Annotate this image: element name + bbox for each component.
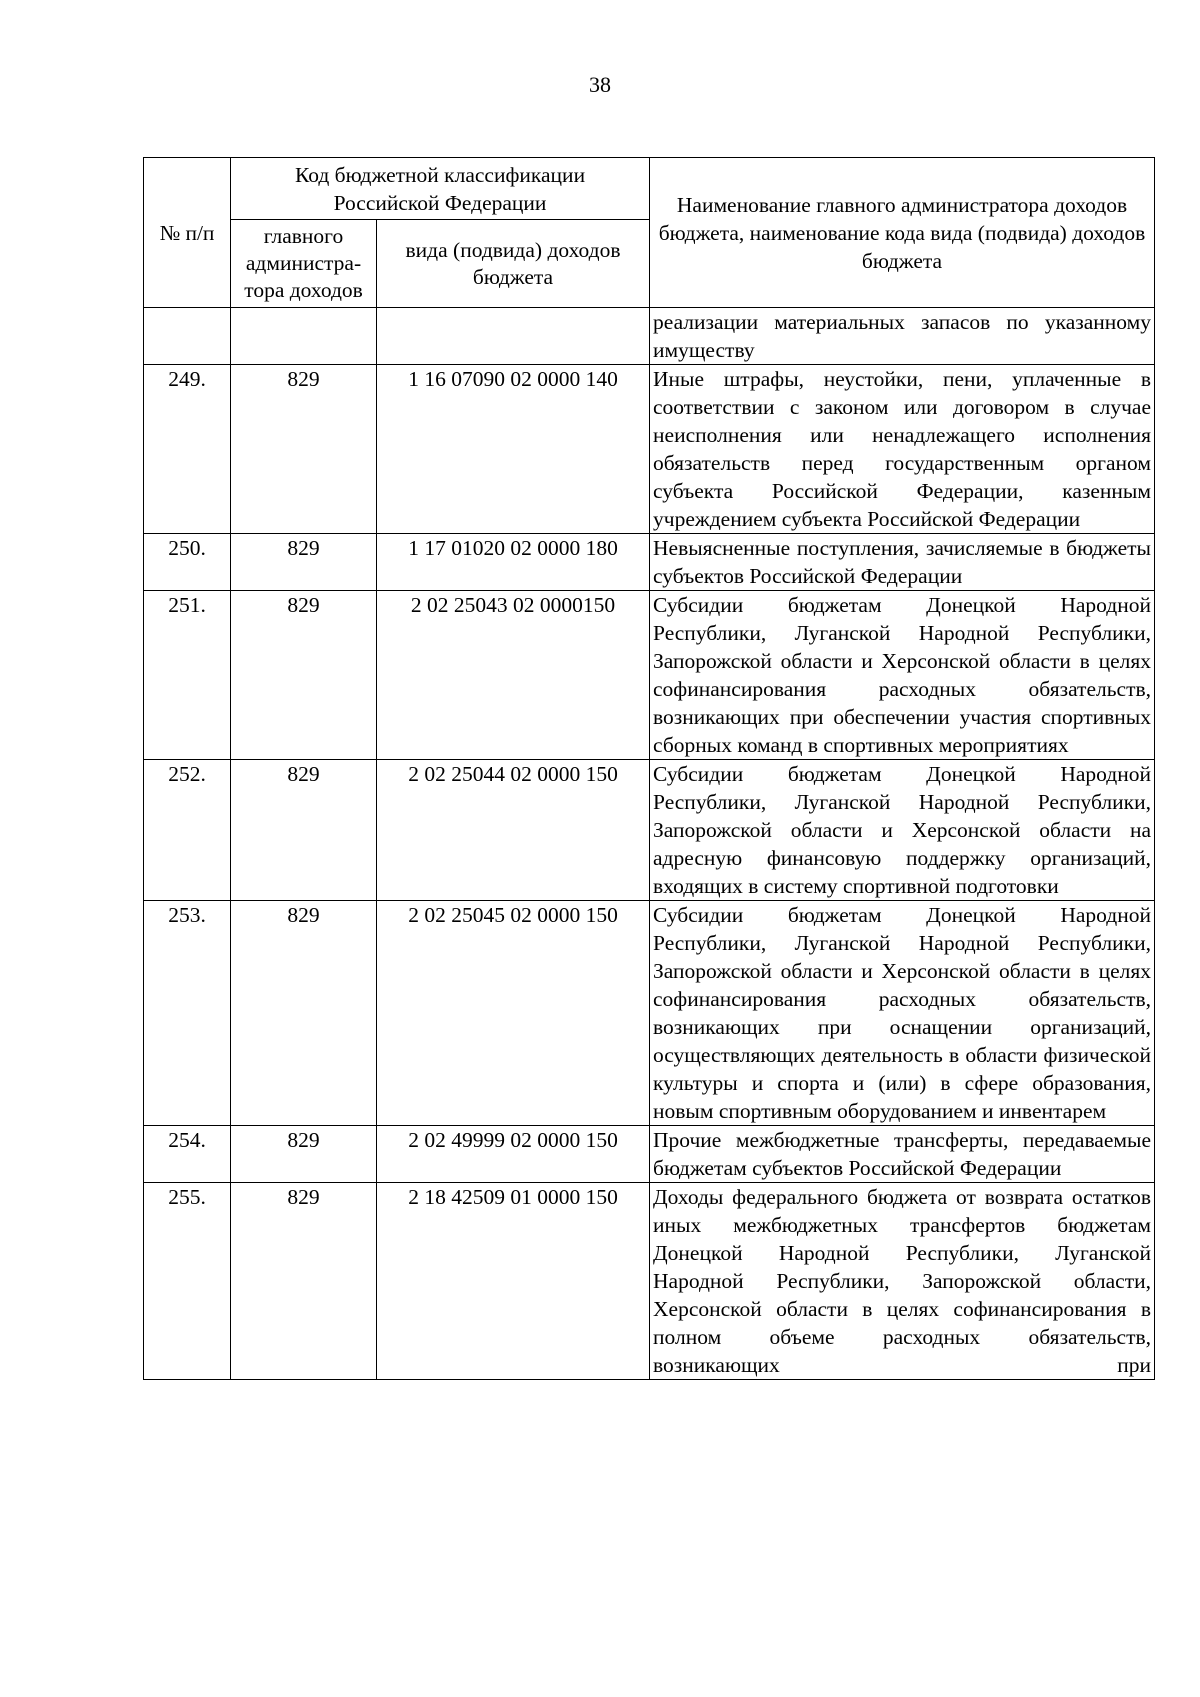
row-admin-code: 829	[231, 1126, 377, 1183]
page-number: 38	[589, 72, 611, 97]
header-admin: главного администра-тора доходов	[231, 220, 377, 308]
row-income-name: Прочие межбюджетные трансферты, передаваемые бюджетам субъектов Российской Федерации	[650, 1126, 1155, 1183]
row-income-name: Субсидии бюджетам Донецкой Народной Республики, Луганской Народной Республики, Запорожской области и Херсонской области в целях софинансирования расходных обязательств, возникающих при обеспечении участия спортивных сборных команд в спортивных мероприятиях	[650, 591, 1155, 760]
row-admin-code: 829	[231, 534, 377, 591]
row-income-code: 2 02 25043 02 0000150	[377, 591, 650, 760]
row-num: 250.	[144, 534, 231, 591]
row-income-name: Субсидии бюджетам Донецкой Народной Республики, Луганской Народной Республики, Запорожской области и Херсонской области в целях софинансирования расходных обязательств, возникающих при оснащении организаций, осуществляющих деятельность в области физической культуры и спорта и (или) в сфере образования, новым спортивным оборудованием и инвентарем	[650, 901, 1155, 1126]
row-income-code: 2 02 49999 02 0000 150	[377, 1126, 650, 1183]
row-num: 253.	[144, 901, 231, 1126]
row-income-code: 2 02 25044 02 0000 150	[377, 760, 650, 901]
row-income-name: реализации материальных запасов по указанному имуществу	[650, 308, 1155, 365]
row-income-name: Иные штрафы, неустойки, пени, уплаченные в соответствии с законом или договором в случае неисполнения или ненадлежащего исполнения обязательств перед государственным органом субъекта Российской Федерации, казенным учреждением субъекта Российской Федерации	[650, 365, 1155, 534]
row-income-name: Субсидии бюджетам Донецкой Народной Республики, Луганской Народной Республики, Запорожской области и Херсонской области на адресную финансовую поддержку организаций, входящих в систему спортивной подготовки	[650, 760, 1155, 901]
table-row	[144, 365, 1155, 534]
row-income-name: Доходы федерального бюджета от возврата остатков иных межбюджетных трансфертов бюджетам Донецкой Народной Республики, Луганской Народной Республики, Запорожской области, Херсонской области в целях софинансирования в полном объеме расходных обязательств, возникающих при	[650, 1183, 1155, 1380]
table-row	[144, 901, 1155, 1126]
row-admin-code: 829	[231, 1183, 377, 1380]
row-num	[144, 308, 231, 365]
row-income-code: 2 18 42509 01 0000 150	[377, 1183, 650, 1380]
row-admin-code: 829	[231, 760, 377, 901]
row-num: 252.	[144, 760, 231, 901]
header-num: № п/п	[144, 158, 231, 308]
table-row	[144, 1126, 1155, 1183]
row-num: 251.	[144, 591, 231, 760]
row-num: 249.	[144, 365, 231, 534]
row-admin-code: 829	[231, 591, 377, 760]
budget-classification-table	[143, 157, 1155, 1380]
row-income-code: 2 02 25045 02 0000 150	[377, 901, 650, 1126]
row-income-name: Невыясненные поступления, зачисляемые в бюджеты субъектов Российской Федерации	[650, 534, 1155, 591]
row-num: 254.	[144, 1126, 231, 1183]
table-row	[144, 534, 1155, 591]
row-num: 255.	[144, 1183, 231, 1380]
table-row	[144, 591, 1155, 760]
table-row	[144, 1183, 1155, 1380]
row-admin-code	[231, 308, 377, 365]
row-admin-code: 829	[231, 901, 377, 1126]
header-kbk-group: Код бюджетной классификации Российской Федерации	[231, 158, 650, 220]
row-admin-code: 829	[231, 365, 377, 534]
row-income-code: 1 17 01020 02 0000 180	[377, 534, 650, 591]
table-row	[144, 760, 1155, 901]
row-income-code: 1 16 07090 02 0000 140	[377, 365, 650, 534]
header-code: вида (подвида) доходов бюджета	[377, 220, 650, 308]
table-row	[144, 308, 1155, 365]
header-name: Наименование главного администратора доходов бюджета, наименование кода вида (подвида) доходов бюджета	[650, 158, 1155, 308]
row-income-code	[377, 308, 650, 365]
